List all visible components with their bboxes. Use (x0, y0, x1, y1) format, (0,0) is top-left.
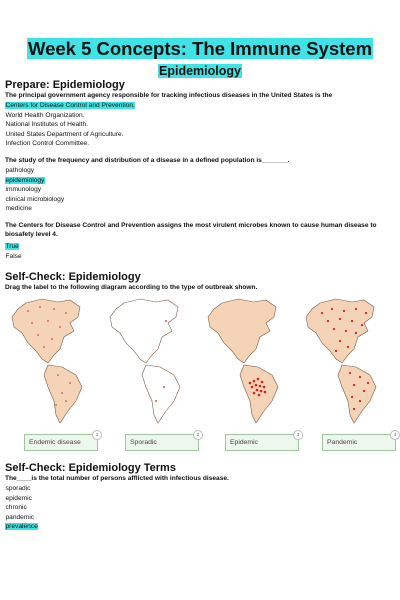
answer-option[interactable]: sporadic (5, 485, 31, 492)
answer-option[interactable]: False (5, 252, 22, 260)
terms-heading: Self-Check: Epidemiology Terms (5, 462, 176, 474)
question-1-options (5, 101, 135, 149)
answer-option[interactable]: epidemiology (5, 176, 45, 184)
answer-option[interactable]: World Health Organization. (5, 111, 85, 119)
map-epidemic (204, 297, 294, 427)
terms-options (5, 484, 38, 532)
question-1: The principal government agency responsible for tracking infectious diseases in the United States is the (5, 92, 333, 99)
question-3-options (5, 242, 22, 261)
answer-option[interactable]: clinical microbiology (5, 195, 65, 203)
answer-option[interactable]: pathology (5, 167, 35, 174)
south-america-shape (338, 365, 376, 423)
answer-option[interactable]: chronic (5, 504, 27, 511)
drag-label-pandemic[interactable]: Pandemic 4 (322, 434, 396, 451)
answer-option[interactable]: prevalence (5, 523, 38, 530)
drag-label-sporadic[interactable]: Sporadic 2 (125, 434, 199, 451)
selfcheck-heading: Self-Check: Epidemiology (5, 271, 141, 283)
drag-label-endemic[interactable]: Endemic disease 1 (24, 434, 98, 451)
page-title: Week 5 Concepts: The Immune System (27, 38, 373, 59)
answer-option[interactable]: True (5, 243, 19, 250)
north-america-shape (110, 299, 178, 363)
terms-question: The____is the total number of persons afflicted with infectious disease. (5, 475, 229, 482)
outbreak-maps (8, 297, 398, 427)
prepare-heading: Prepare: Epidemiology (5, 79, 125, 91)
map-pandemic (302, 297, 392, 427)
label-number: 2 (193, 430, 203, 440)
answer-option[interactable]: Infection Control Committee. (5, 140, 90, 147)
label-number: 1 (92, 430, 102, 440)
map-sporadic (106, 297, 196, 427)
answer-option[interactable]: immunology (5, 186, 42, 193)
question-2-options (5, 166, 65, 214)
answer-option[interactable]: United States Department of Agriculture. (5, 130, 124, 138)
drag-label-epidemic[interactable]: Epidemic 3 (225, 434, 299, 451)
selfcheck-instruction: Drag the label to the following diagram according to the type of outbreak shown. (5, 284, 258, 291)
page-subtitle: Epidemiology (159, 64, 241, 78)
north-america-shape (306, 299, 374, 363)
map-endemic (8, 297, 98, 427)
answer-option[interactable]: epidemic (5, 494, 32, 502)
south-america-shape (44, 365, 82, 423)
question-2: The study of the frequency and distribution of a disease in a defined population is_______. (5, 157, 290, 164)
answer-option[interactable]: Centers for Disease Control and Prevention. (5, 102, 135, 109)
north-america-shape (12, 299, 80, 363)
label-number: 4 (390, 430, 400, 440)
label-number: 3 (293, 430, 303, 440)
north-america-shape (208, 299, 276, 363)
question-3: The Centers for Disease Control and Prevention assigns the most virulent microbes known to cause human disease to biosafety level 4. (5, 222, 377, 238)
answer-option[interactable]: pandemic (5, 513, 35, 521)
answer-option[interactable]: medicine (5, 205, 32, 212)
answer-option[interactable]: National Institutes of Health. (5, 121, 88, 128)
south-america-shape (142, 365, 180, 423)
